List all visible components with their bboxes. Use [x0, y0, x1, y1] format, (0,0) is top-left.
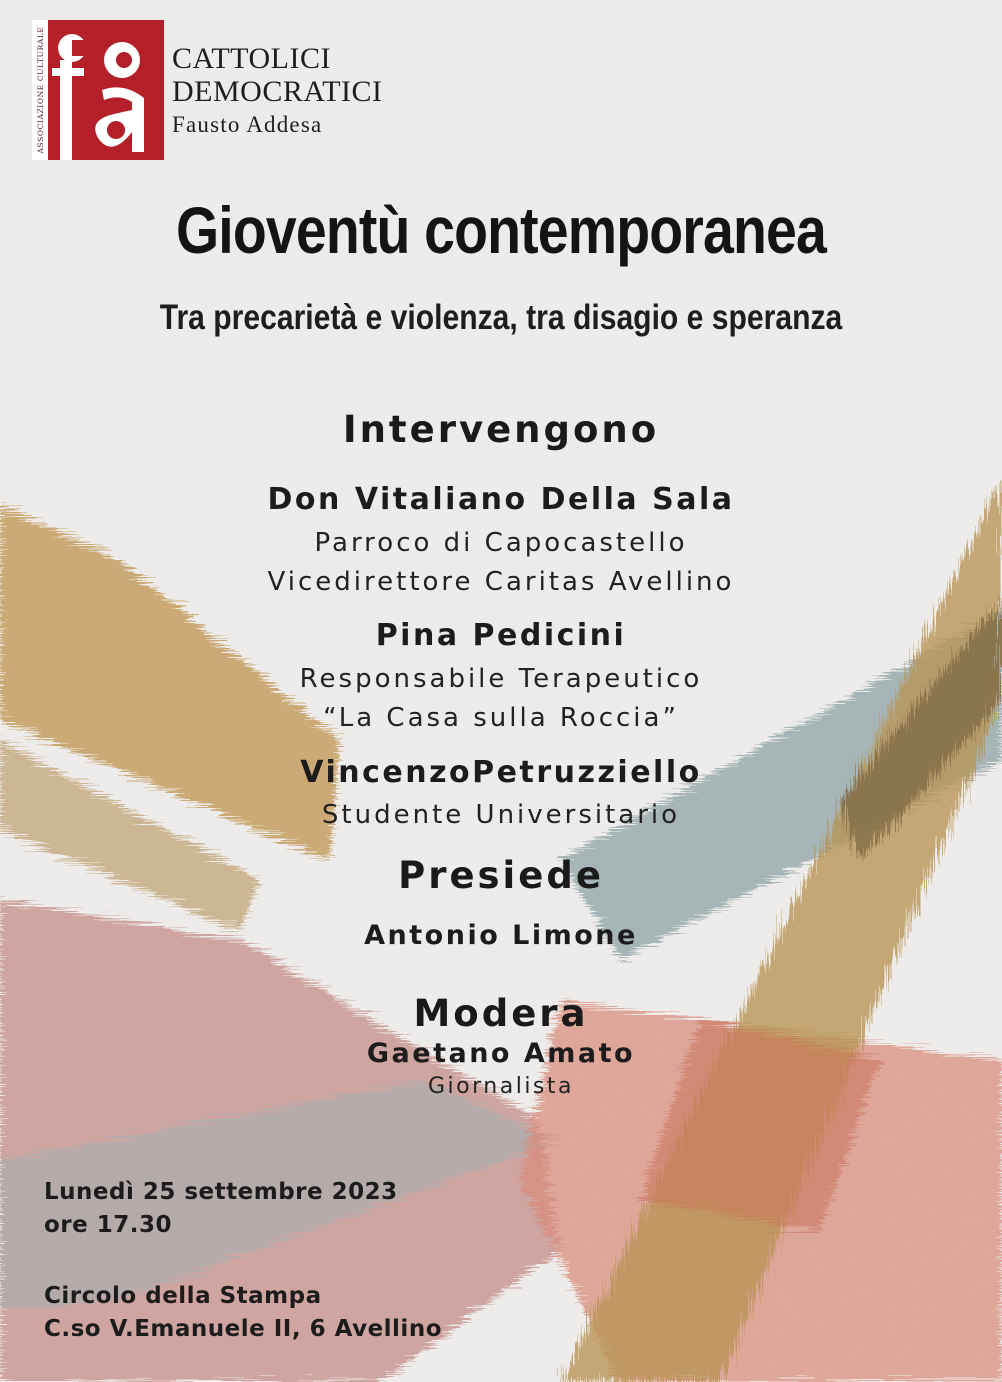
- moderator-name: Gaetano Amato: [366, 1038, 636, 1069]
- speaker-role: Studente Universitario: [321, 800, 681, 830]
- spacer: [44, 1242, 442, 1280]
- association-logo: [32, 20, 392, 160]
- chair-heading: Presiede: [398, 854, 604, 897]
- speaker-name: Pina Pedicini: [375, 618, 627, 653]
- speakers-heading: Intervengono: [342, 408, 660, 451]
- logo-line-cattolici: CATTOLICI: [172, 42, 331, 75]
- speaker-name: Don Vitaliano Della Sala: [267, 482, 735, 517]
- speaker-role: Vicedirettore Caritas Avellino: [267, 567, 735, 597]
- moderator-heading: Modera: [413, 992, 589, 1035]
- event-address: C.so V.Emanuele II, 6 Avellino: [44, 1316, 442, 1342]
- moderator-role: Giornalista: [428, 1074, 574, 1099]
- speaker-role: Parroco di Capocastello: [314, 528, 688, 558]
- chair-name: Antonio Limone: [364, 920, 638, 951]
- logo-vertical-caption: ASSOCIAZIONE CULTURALE: [36, 26, 45, 154]
- event-date: Lunedì 25 settembre 2023: [44, 1179, 398, 1205]
- event-details: [44, 1176, 442, 1346]
- speaker-role: “La Casa sulla Roccia”: [323, 703, 679, 733]
- logo-line-democratici: DEMOCRATICI: [172, 75, 383, 108]
- event-time: ore 17.30: [44, 1212, 173, 1238]
- poster-subtitle: Tra precarietà e violenza, tra disagio e speranza: [159, 298, 843, 337]
- logo-mark-icon: [32, 20, 164, 160]
- poster-title: Gioventù contemporanea: [175, 193, 827, 267]
- event-venue: Circolo della Stampa: [44, 1283, 322, 1309]
- speaker-name: VincenzoPetruzziello: [300, 755, 702, 790]
- speaker-role: Responsabile Terapeutico: [299, 664, 703, 694]
- logo-line-fausto-addesa: Fausto Addesa: [172, 112, 323, 137]
